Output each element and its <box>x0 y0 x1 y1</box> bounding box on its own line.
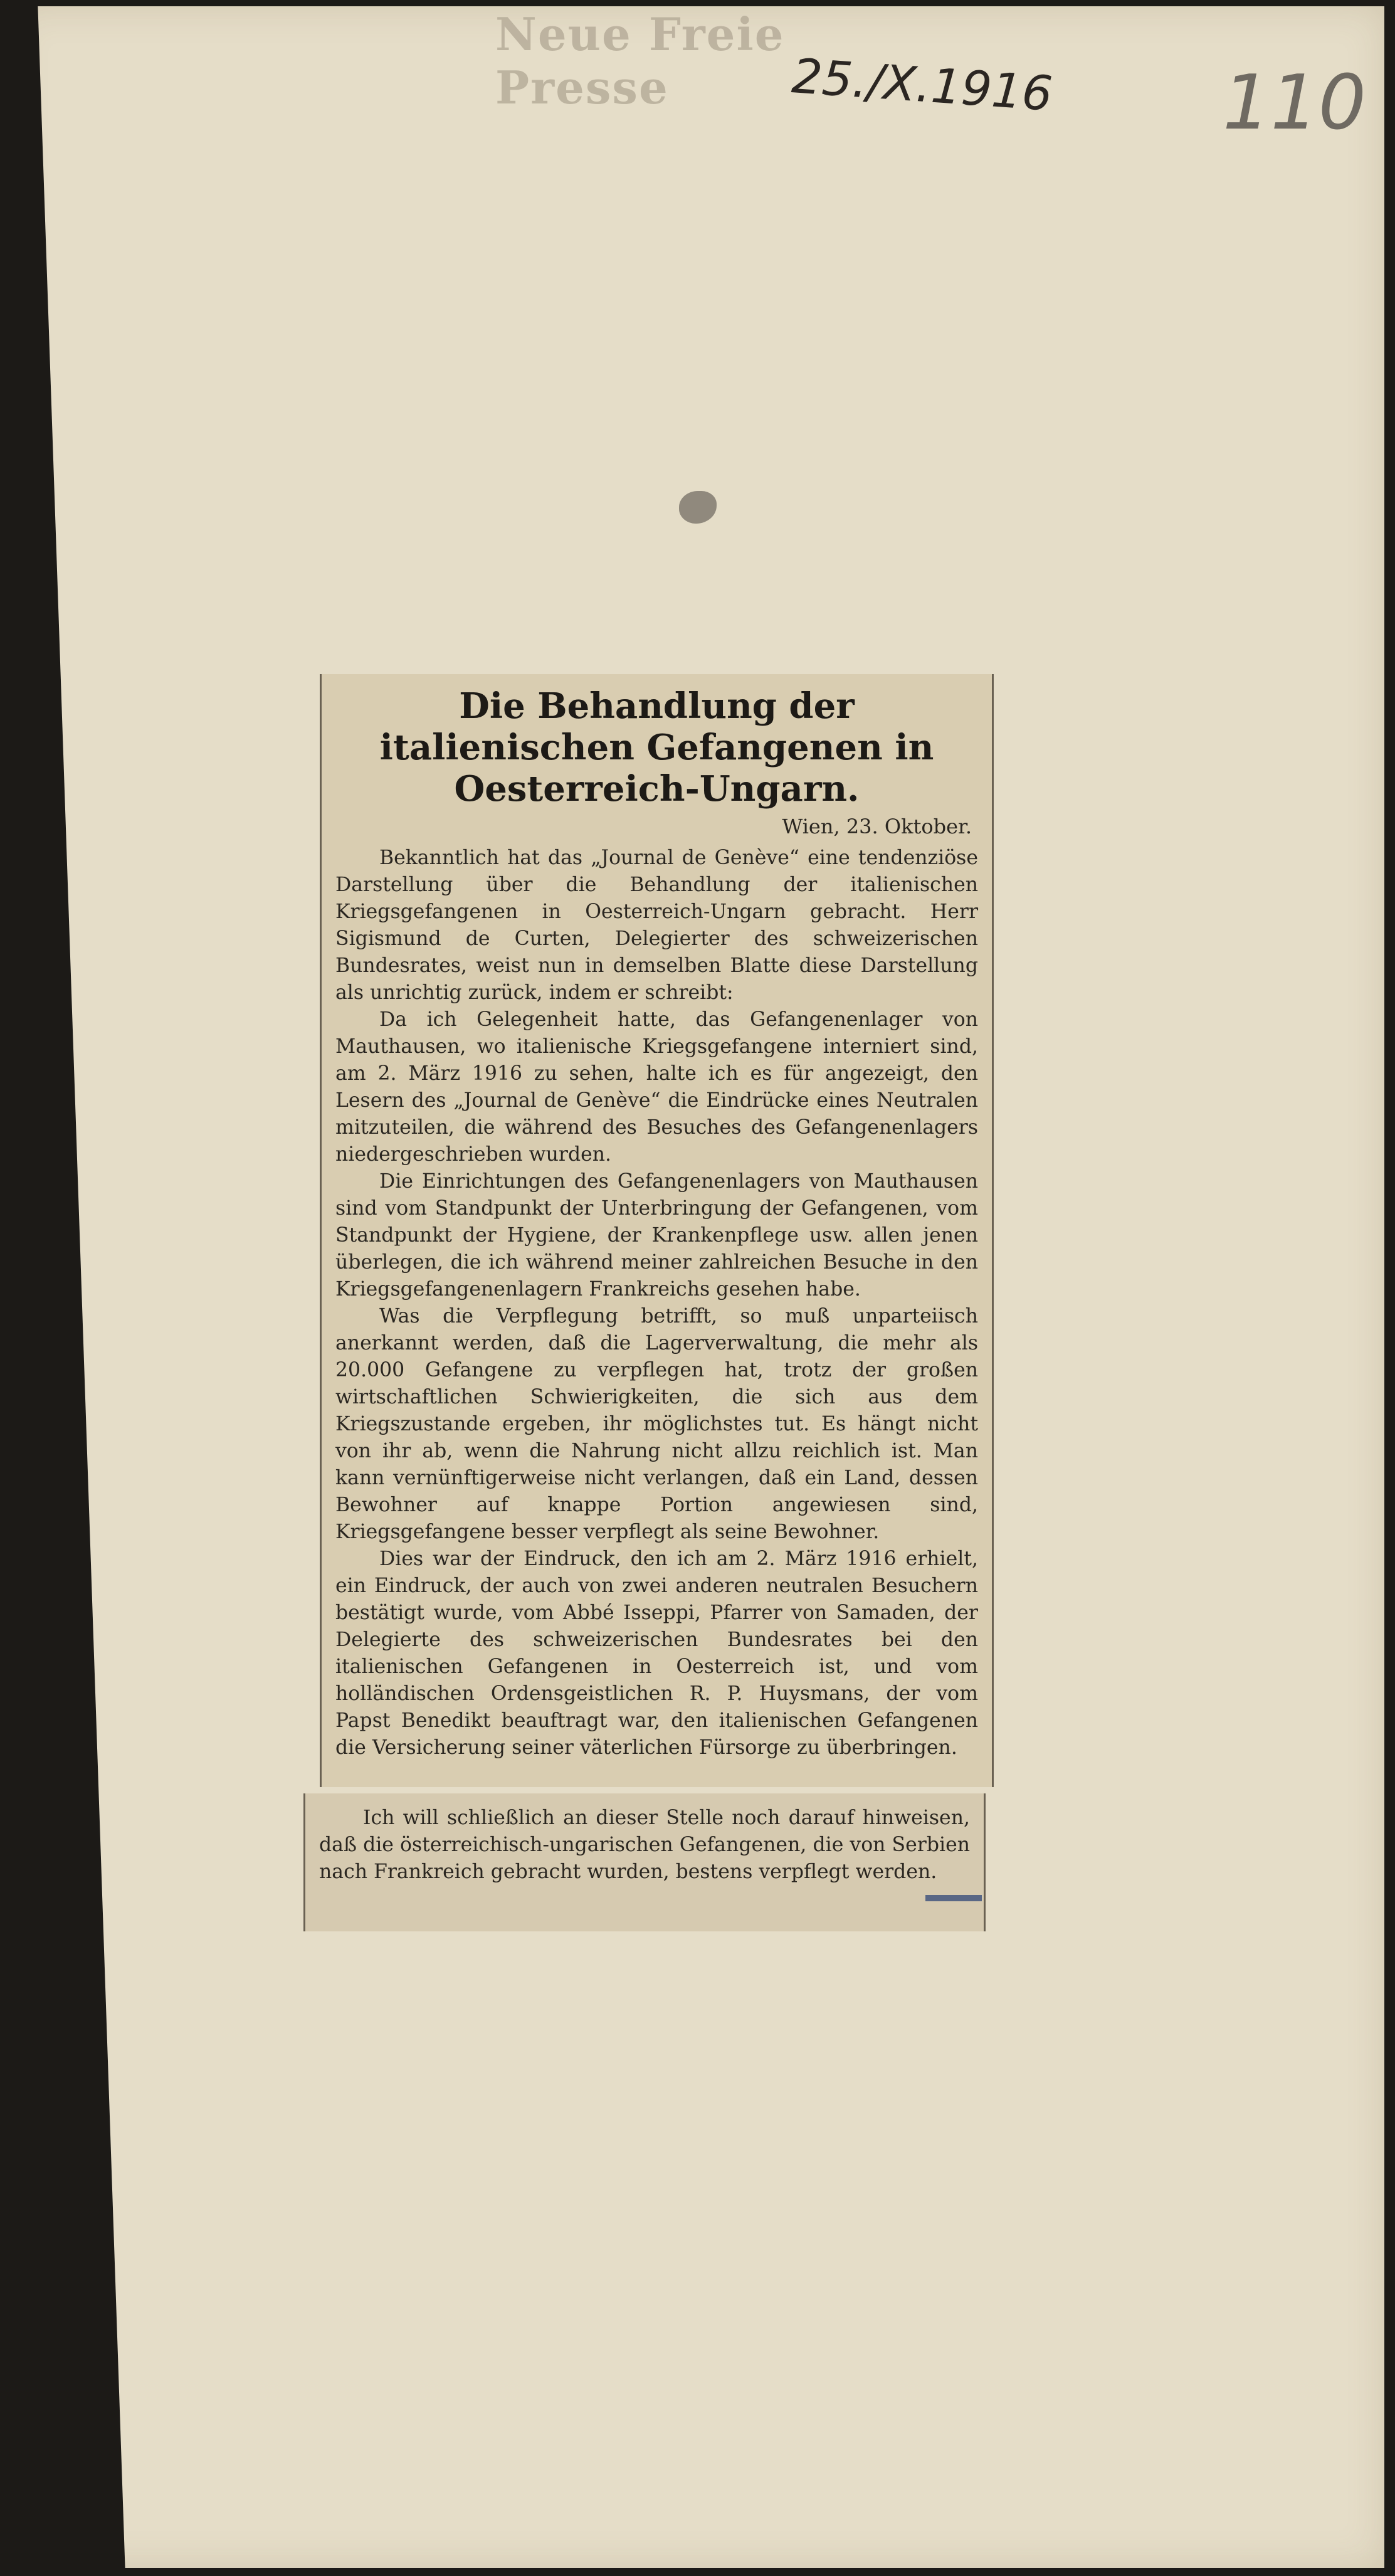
pencil-mark <box>925 1895 982 1901</box>
date-annotation: 25./X.1916 <box>790 48 1055 122</box>
article-paragraph: Dies war der Eindruck, den ich am 2. März 1916 erhielt, ein Eindruck, der auch von zwei anderen neutralen Besuchern bestätigt wurde, vom Abbé Isseppi, Pfarrer von Samaden, der Delegierte des schweizerischen Bundesrates bei den italienischen Gefangenen in Oesterreich ist, und vom holländischen Ordensgeistlichen R. P. Huysmans, der vom Papst Benedikt beauftragt war, den italienischen Gefangenen die Versicherung seiner väterlichen Fürsorge zu überbringen. <box>335 1548 978 1759</box>
article-paragraph: Da ich Gelegenheit hatte, das Gefangenenlager von Mauthausen, wo italienische Kriegsgefangene interniert sind, am 2. März 1916 zu sehen, halte ich es für angezeigt, den Lesern des „Journal de Genève“ die Eindrücke eines Neutralen mitzuteilen, die während des Besuches des Gefangenenlagers niedergeschrieben wurden. <box>335 1008 978 1166</box>
article-continuation: Ich will schließlich an dieser Stelle noch darauf hinweisen, daß die österreichisch-ungarischen Gefangenen, die von Serbien nach Frankreich gebracht wurden, bestens verpflegt werden. <box>319 1807 970 1883</box>
newspaper-clipping <box>320 674 994 1787</box>
newspaper-stamp: Neue Freie Presse <box>495 8 785 114</box>
article-dateline: Wien, 23. Oktober. <box>782 815 972 838</box>
article-title: Die Behandlung der italienischen Gefangenen in Oesterreich-Ungarn. <box>379 685 934 810</box>
newspaper-clipping-continuation <box>303 1793 986 1931</box>
article-paragraph: Die Einrichtungen des Gefangenenlagers von Mauthausen sind vom Standpunkt der Unterbringung der Gefangenen, vom Standpunkt der Hygiene, der Krankenpflege usw. allen jenen überlegen, die ich während meiner zahlreichen Besuche in den Kriegsgefangenenlagern Frankreichs gesehen habe. <box>335 1170 978 1301</box>
article-paragraph: Bekanntlich hat das „Journal de Genève“ eine tendenziöse Darstellung über die Behandlung der italienischen Kriegsgefangenen in Oesterreich-Ungarn gebracht. Herr Sigismund de Curten, Delegierter des schweizerischen Bundesrates, weist nun in demselben Blatte diese Darstellung als unrichtig zurück, indem er schreibt: <box>335 847 978 1004</box>
article-paragraph: Was die Verpflegung betrifft, so muß unparteiisch anerkannt werden, daß die Lagerverwaltung, die mehr als 20.000 Gefangene zu verpflegen hat, trotz der großen wirtschaftlichen Schwierigkeiten, die sich aus dem Kriegszustande ergeben, ihr möglichstes tut. Es hängt nicht von ihr ab, wenn die Nahrung nicht allzu reichlich ist. Man kann vernünftigerweise nicht verlangen, daß ein Land, dessen Bewohner auf knappe Portion angewiesen sind, Kriegsgefangene besser verpflegt als seine Bewohner. <box>335 1305 978 1543</box>
archive-number: 110 <box>1223 60 1367 147</box>
